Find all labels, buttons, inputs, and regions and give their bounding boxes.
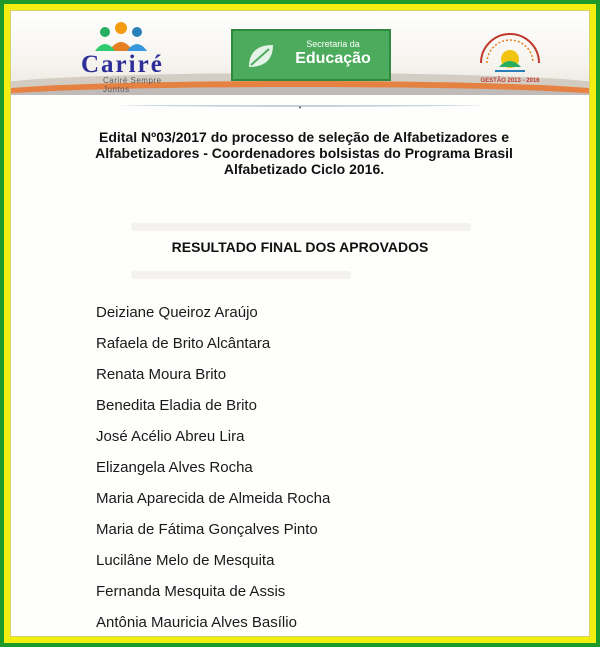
- result-heading: RESULTADO FINAL DOS APROVADOS: [171, 239, 429, 255]
- list-item: Benedita Eladia de Brito: [96, 397, 257, 414]
- municipality-seal: [469, 23, 551, 91]
- seal-caption: GESTÃO 2013 - 2016: [480, 78, 540, 84]
- list-item: Lucilâne Melo de Mesquita: [96, 552, 275, 569]
- bleed-through-artifact: [131, 271, 351, 279]
- document-page: [10, 10, 590, 637]
- people-icon: [91, 21, 151, 55]
- edital-title: Edital Nº03/2017 do processo de seleção de Alfabetizadores e Alfabetizadores - Coordenadores bolsistas do Programa Brasil Alfabetizado Ciclo 2016.: [95, 129, 513, 177]
- leaf-icon: [245, 41, 277, 71]
- list-item: Antônia Mauricia Alves Basílio: [96, 614, 297, 631]
- list-item: Maria Aparecida de Almeida Rocha: [96, 490, 331, 507]
- education-logo-line2: Educação: [295, 50, 371, 67]
- cariré-logo: [81, 21, 181, 94]
- list-item: Maria de Fátima Gonçalves Pinto: [96, 521, 318, 538]
- bleed-through-artifact: [131, 223, 471, 231]
- cariré-wordmark: Cariré: [81, 51, 164, 78]
- cariré-subtitle: Cariré Sempre Juntos: [103, 76, 162, 94]
- page-marker: •: [298, 103, 302, 112]
- list-item: José Acélio Abreu Lira: [96, 428, 245, 445]
- list-item: Rafaela de Brito Alcântara: [96, 335, 271, 352]
- seal-icon: [469, 23, 551, 81]
- approved-list: [96, 297, 330, 637]
- list-item: Elizangela Alves Rocha: [96, 459, 253, 476]
- header-banner: [11, 11, 589, 103]
- education-logo-line1: Secretaria da: [306, 39, 360, 49]
- list-item: Deiziane Queiroz Araújo: [96, 304, 258, 321]
- list-item: Renata Moura Brito: [96, 366, 227, 383]
- education-secretariat-logo: [231, 29, 391, 81]
- list-item: Fernanda Mesquita de Assis: [96, 583, 286, 600]
